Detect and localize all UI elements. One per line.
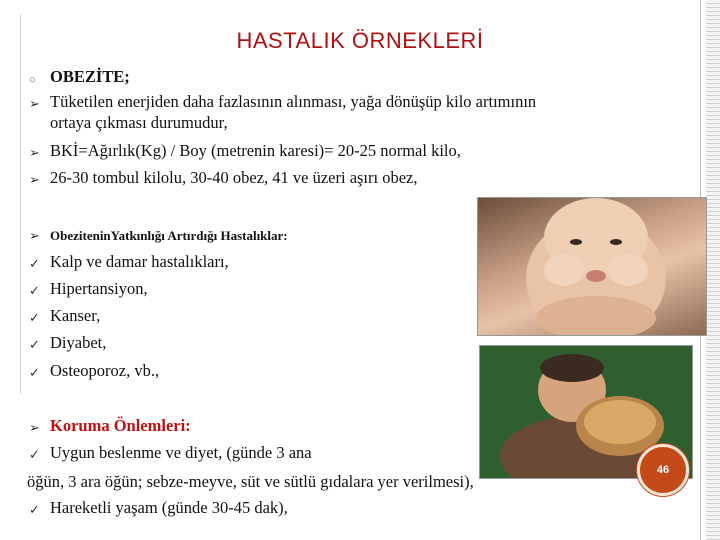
circle-bullet-icon: ○	[29, 74, 36, 86]
arrow-bullet-icon: ➢	[29, 420, 40, 435]
check-bullet-icon: ✓	[29, 447, 40, 462]
diseases-heading: ObeziteninYatkınlığı Artırdığı Hastalıklar:	[50, 228, 288, 243]
baby-photo-illustration	[478, 198, 706, 335]
disease-item: Hipertansiyon,	[50, 279, 148, 298]
prevention-item: Uygun beslenme ve diyet, (günde 3 ana	[50, 443, 312, 462]
page-number-badge: 46	[637, 444, 689, 496]
check-bullet-icon: ✓	[29, 365, 40, 380]
slide-title: HASTALIK ÖRNEKLERİ	[236, 28, 484, 53]
obese-baby-photo	[477, 197, 707, 336]
check-bullet-icon: ✓	[29, 337, 40, 352]
prevention-item-continued: öğün, 3 ara öğün; sebze-meyve, süt ve sütlü gıdalara yer verilmesi),	[27, 472, 474, 491]
heading-obezite: OBEZİTE;	[50, 67, 130, 86]
check-bullet-icon: ✓	[29, 310, 40, 325]
disease-item: Kalp ve damar hastalıkları,	[50, 252, 229, 271]
bmi-text-line: BKİ=Ağırlık(Kg) / Boy (metrenin karesi)= 20-25 normal kilo,	[50, 141, 461, 160]
check-bullet-icon: ✓	[29, 502, 40, 517]
body-text-line: Tüketilen enerjiden daha fazlasının alınması, yağa dönüşüp kilo artımının	[50, 92, 537, 111]
check-bullet-icon: ✓	[29, 283, 40, 298]
body-text-line: ortaya çıkması durumudur,	[50, 113, 228, 132]
prevention-heading: Koruma Önlemleri:	[50, 416, 191, 435]
check-bullet-icon: ✓	[29, 256, 40, 271]
bmi-text-line: 26-30 tombul kilolu, 30-40 obez, 41 ve üzeri aşırı obez,	[50, 168, 418, 187]
arrow-bullet-icon: ➢	[29, 145, 40, 160]
prevention-item: Hareketli yaşam (günde 30-45 dak),	[50, 498, 288, 517]
arrow-bullet-icon: ➢	[29, 172, 40, 187]
left-border-line	[20, 14, 21, 394]
disease-item: Diyabet,	[50, 333, 107, 352]
right-decorative-strip	[706, 0, 720, 540]
arrow-bullet-icon: ➢	[29, 96, 40, 111]
arrow-bullet-icon: ➢	[29, 228, 40, 243]
disease-item: Kanser,	[50, 306, 101, 325]
disease-item: Osteoporoz, vb.,	[50, 361, 160, 380]
